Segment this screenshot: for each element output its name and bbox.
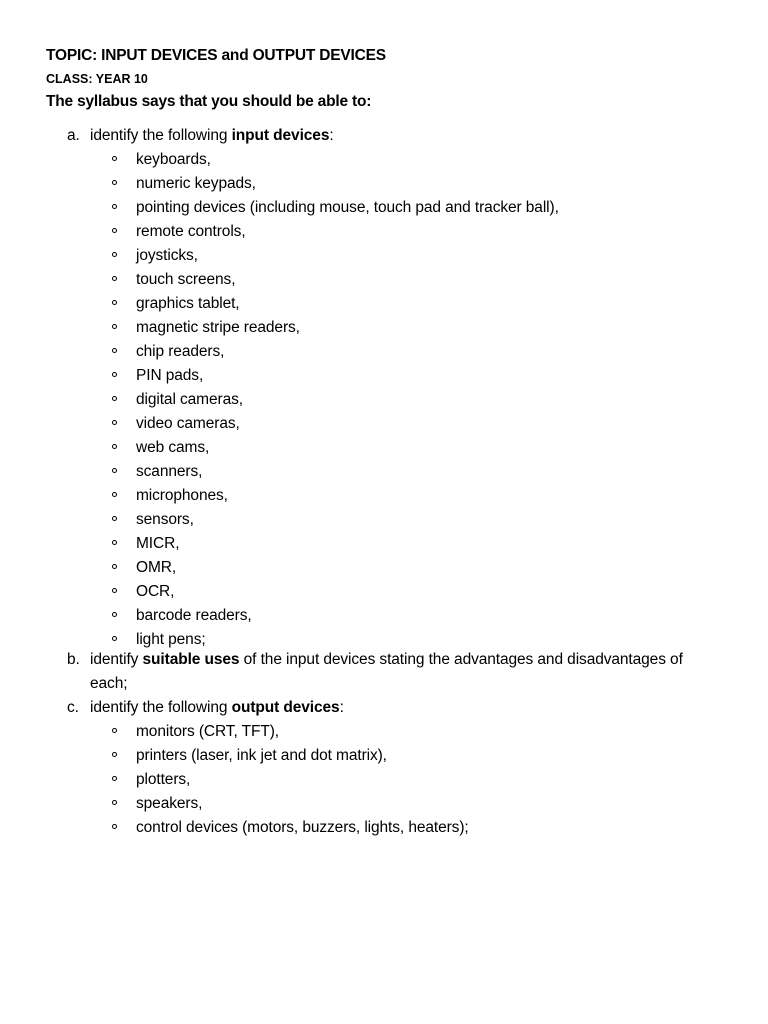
hollow-bullet-icon	[112, 564, 117, 569]
topic-heading: TOPIC: INPUT DEVICES and OUTPUT DEVICES	[46, 47, 386, 64]
section-a	[0, 124, 768, 652]
section-b-continuation: each;	[90, 675, 128, 692]
section-b-bold: suitable uses	[142, 651, 240, 668]
syllabus-intro: The syllabus says that you should be able to:	[46, 93, 372, 110]
section-b-continuation-line	[0, 672, 768, 696]
section-c-marker: c.	[67, 699, 79, 716]
hollow-bullet-icon	[112, 516, 117, 521]
hollow-bullet-icon	[112, 776, 117, 781]
list-item	[0, 580, 768, 604]
list-item-text: sensors,	[136, 511, 194, 528]
hollow-bullet-icon	[112, 348, 117, 353]
hollow-bullet-icon	[112, 588, 117, 593]
list-item	[0, 340, 768, 364]
hollow-bullet-icon	[112, 156, 117, 161]
list-item-text: video cameras,	[136, 415, 240, 432]
list-item-text: plotters,	[136, 771, 191, 788]
hollow-bullet-icon	[112, 752, 117, 757]
list-item-text: web cams,	[136, 439, 210, 456]
hollow-bullet-icon	[112, 252, 117, 257]
section-c-heading	[0, 696, 768, 720]
section-b-marker: b.	[67, 651, 80, 668]
list-item	[0, 388, 768, 412]
section-c	[0, 696, 768, 840]
list-item	[0, 816, 768, 840]
section-c-bold: output devices	[231, 699, 340, 716]
hollow-bullet-icon	[112, 300, 117, 305]
hollow-bullet-icon	[112, 492, 117, 497]
list-item	[0, 484, 768, 508]
section-b-text	[90, 648, 683, 672]
list-item-text: PIN pads,	[136, 367, 204, 384]
hollow-bullet-icon	[112, 800, 117, 805]
list-item-text: touch screens,	[136, 271, 236, 288]
hollow-bullet-icon	[112, 540, 117, 545]
hollow-bullet-icon	[112, 324, 117, 329]
section-a-text	[90, 124, 334, 148]
list-item	[0, 508, 768, 532]
list-item-text: magnetic stripe readers,	[136, 319, 300, 336]
list-item-text: microphones,	[136, 487, 228, 504]
list-item	[0, 316, 768, 340]
section-c-text	[90, 696, 344, 720]
output-devices-list	[0, 720, 768, 840]
hollow-bullet-icon	[112, 276, 117, 281]
hollow-bullet-icon	[112, 612, 117, 617]
list-item-text: OCR,	[136, 583, 175, 600]
list-item	[0, 172, 768, 196]
hollow-bullet-icon	[112, 824, 117, 829]
section-b-text-before: identify	[90, 651, 143, 668]
hollow-bullet-icon	[112, 228, 117, 233]
section-a-text-before: identify the following	[90, 127, 232, 144]
hollow-bullet-icon	[112, 420, 117, 425]
input-devices-list	[0, 148, 768, 652]
section-c-text-after: :	[339, 699, 344, 716]
hollow-bullet-icon	[112, 204, 117, 209]
list-item-text: printers (laser, ink jet and dot matrix),	[136, 747, 387, 764]
list-item-text: graphics tablet,	[136, 295, 240, 312]
hollow-bullet-icon	[112, 468, 117, 473]
list-item-text: barcode readers,	[136, 607, 252, 624]
list-item	[0, 436, 768, 460]
section-b-text-after: of the input devices stating the advantages and disadvantages of	[239, 651, 683, 668]
list-item-text: MICR,	[136, 535, 180, 552]
section-b	[0, 648, 768, 696]
list-item	[0, 792, 768, 816]
list-item-text: numeric keypads,	[136, 175, 256, 192]
list-item-text: keyboards,	[136, 151, 211, 168]
hollow-bullet-icon	[112, 728, 117, 733]
hollow-bullet-icon	[112, 372, 117, 377]
list-item	[0, 744, 768, 768]
list-item-text: scanners,	[136, 463, 203, 480]
list-item-text: remote controls,	[136, 223, 246, 240]
list-item	[0, 292, 768, 316]
list-item	[0, 604, 768, 628]
list-item	[0, 768, 768, 792]
hollow-bullet-icon	[112, 636, 117, 641]
list-item-text: chip readers,	[136, 343, 225, 360]
list-item-text: joysticks,	[136, 247, 198, 264]
list-item-text: pointing devices (including mouse, touch pad and tracker ball),	[136, 199, 559, 216]
list-item	[0, 412, 768, 436]
list-item-text: speakers,	[136, 795, 203, 812]
section-b-heading	[0, 648, 768, 672]
list-item	[0, 244, 768, 268]
section-c-text-before: identify the following	[90, 699, 232, 716]
list-item-text: digital cameras,	[136, 391, 243, 408]
class-label: CLASS: YEAR 10	[46, 72, 148, 86]
list-item	[0, 460, 768, 484]
list-item-text: control devices (motors, buzzers, lights, heaters);	[136, 819, 469, 836]
hollow-bullet-icon	[112, 396, 117, 401]
list-item	[0, 196, 768, 220]
section-a-bold: input devices	[231, 127, 330, 144]
list-item	[0, 148, 768, 172]
list-item	[0, 364, 768, 388]
hollow-bullet-icon	[112, 180, 117, 185]
list-item	[0, 220, 768, 244]
list-item	[0, 532, 768, 556]
hollow-bullet-icon	[112, 444, 117, 449]
section-a-heading	[0, 124, 768, 148]
list-item-text: monitors (CRT, TFT),	[136, 723, 279, 740]
list-item	[0, 720, 768, 744]
list-item	[0, 556, 768, 580]
section-a-text-after: :	[329, 127, 334, 144]
list-item-text: OMR,	[136, 559, 177, 576]
list-item-text: light pens;	[136, 631, 206, 648]
list-item	[0, 268, 768, 292]
section-a-marker: a.	[67, 127, 80, 144]
